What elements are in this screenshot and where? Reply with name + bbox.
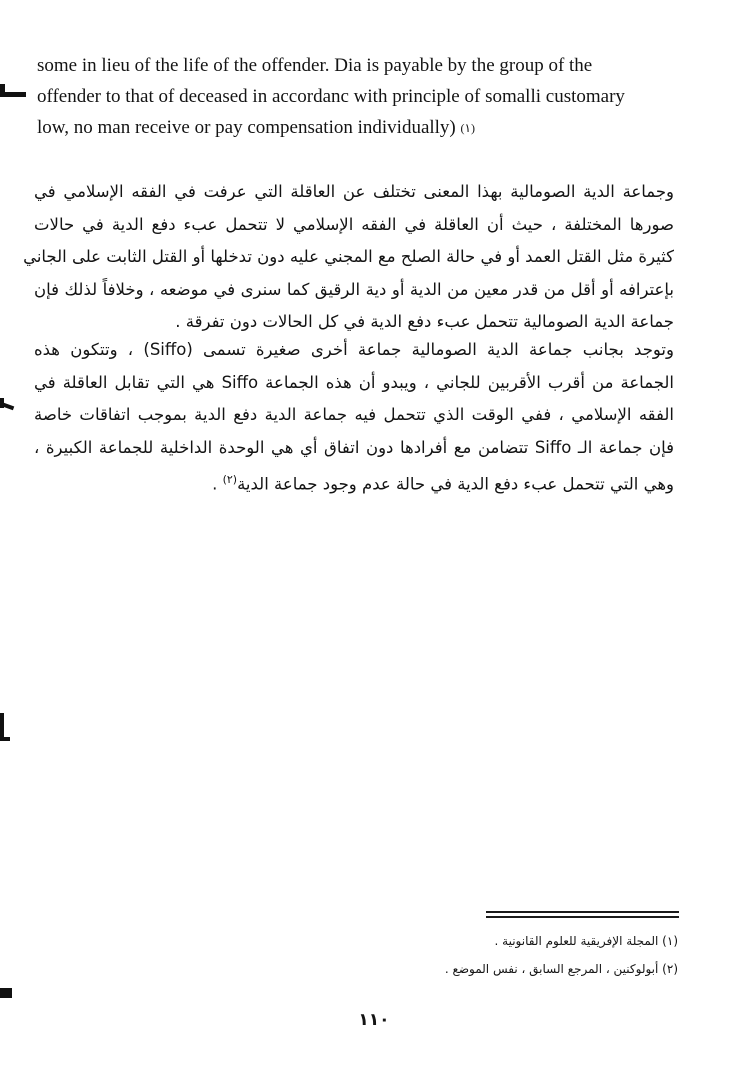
- footnote-ref: (١): [460, 121, 475, 135]
- footnote-separator: [486, 911, 679, 913]
- english-paragraph: [37, 50, 677, 145]
- text-line: الفقه الإسلامي ، ففي الوقت الذي تتحمل فيه جماعة الدية دفع الدية بموجب اتفاقات خاصة: [34, 405, 674, 424]
- footnote-1: (١) المجلة الإفريقية للعلوم القانونية .: [494, 934, 678, 948]
- scan-edge-mark: [0, 988, 12, 998]
- text-line: كثيرة مثل القتل العمد أو في حالة الصلح مع المجني عليه دون تدخلها أو القتل الثابت على الجاني: [23, 247, 674, 266]
- footnote-ref: (٢): [222, 473, 238, 486]
- arabic-paragraph-2: [34, 334, 674, 501]
- text-line: فإن جماعة الـ Siffo تتضامن مع أفرادها دون اتفاق أي هي الوحدة الداخلية للجماعة الكبيرة ،: [34, 437, 674, 457]
- text-line: صورها المختلفة ، حيث أن العاقلة في الفقه الإسلامي لا تتحمل عبء دفع الدية في حالات: [34, 214, 674, 234]
- scan-edge-mark: [0, 398, 4, 408]
- text-line: low, no man receive or pay compensation individually) $^{(١)}$: [37, 117, 475, 138]
- scan-edge-mark: [0, 84, 5, 96]
- text-line: وجماعة الدية الصومالية بهذا المعنى تختلف عن العاقلة التي عرفت في الفقه الإسلامي في: [34, 182, 674, 201]
- text-line: وتوجد بجانب جماعة الدية الصومالية جماعة أخرى صغيرة تسمى (Siffo) ، وتتكون هذه: [34, 340, 674, 359]
- text-line: جماعة الدية الصومالية تتحمل عبء دفع الدية في كل الحالات دون تفرقة .: [175, 312, 674, 331]
- text-line: بإعترافه أو أقل من قدر معين من الدية أو دية الرقيق كما سنرى في موضعه ، وخلافاً لذلك فإن: [34, 279, 674, 299]
- scan-edge-mark: [0, 713, 4, 739]
- arabic-paragraph-1: [23, 176, 674, 339]
- text-line: some in lieu of the life of the offender. Dia is payable by the group of the: [37, 55, 593, 76]
- footnote-2: (٢) أبولوكنين ، المرجع السابق ، نفس الموضع .: [444, 962, 678, 976]
- footnote-separator: [486, 916, 679, 918]
- page-number: ١١٠: [358, 1010, 390, 1030]
- text-line: الجماعة من أقرب الأقربين للجاني ، ويبدو أن هذه الجماعة Siffo هي التي تقابل العاقلة في: [34, 372, 674, 392]
- scan-edge-mark: [0, 737, 10, 741]
- text-line: offender to that of deceased in accordanc with principle of somalli customary: [37, 86, 625, 107]
- text-line: وهي التي تتحمل عبء دفع الدية في حالة عدم وجود جماعة الدية$^{(٢)}$ .: [212, 473, 674, 494]
